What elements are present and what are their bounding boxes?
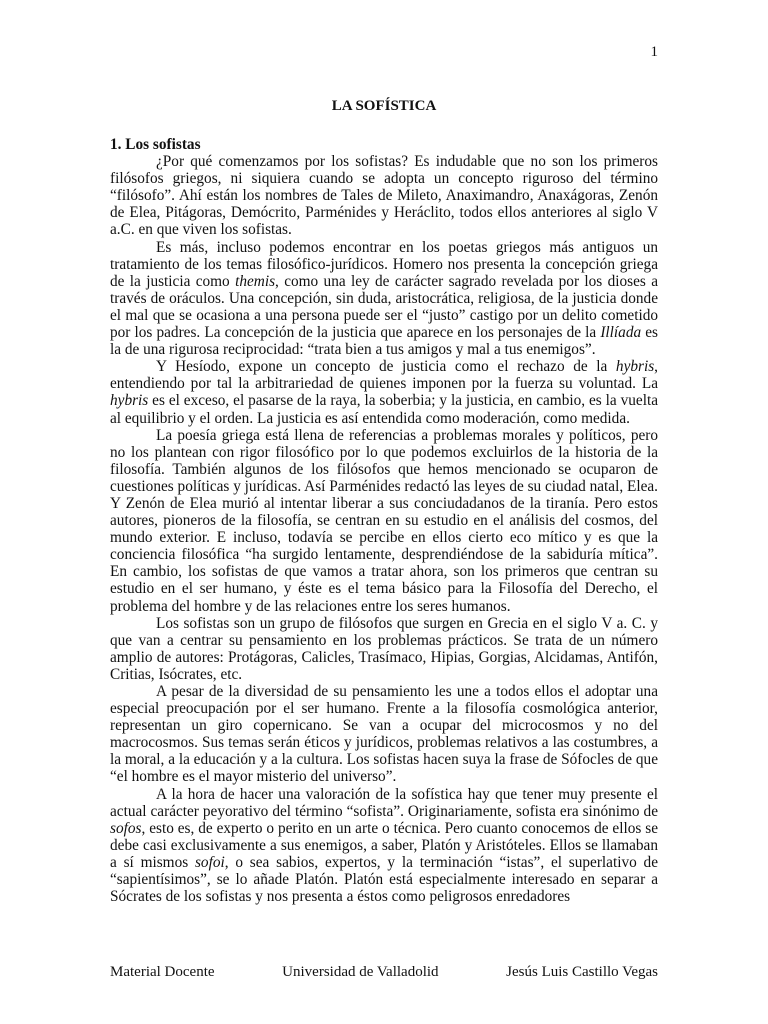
- page-number: 1: [650, 44, 658, 60]
- paragraph-7-term-sofos: sofos: [110, 819, 142, 837]
- paragraph-3-term-hybris-2: hybris: [110, 392, 149, 410]
- paragraph-6: A pesar de la diversidad de su pensamiento les une a todos ellos el adoptar una especial preocupación por el ser humano. Frente a la filosofía cosmológica anterior, representan un giro copernicano. Se van a ocupar del microcosmos y no del macrocosmos. Sus temas serán éticos y jurídicos, problemas relativos a las costumbres, a la moral, a la educación y a la cultura. Los sofistas hacen suya la frase de Sófocles de que “el hombre es el mayor misterio del universo”.: [110, 683, 658, 786]
- paragraph-3-text-a: Y Hesíodo, expone un concepto de justicia como el rechazo de la: [156, 358, 616, 376]
- paragraph-7-text-a: A la hora de hacer una valoración de la sofística hay que tener muy presente el actual carácter peyorativo del término “sofista”. Originariamente, sofista era sinónimo de: [110, 785, 658, 820]
- footer-left: Material Docente: [110, 964, 215, 980]
- document-title: LA SOFÍSTICA: [331, 98, 437, 114]
- page-footer: [110, 964, 658, 981]
- paragraph-1: ¿Por qué comenzamos por los sofistas? Es indudable que no son los primeros filósofos griegos, ni siquiera cuando se adopta un concepto riguroso del término “filósofo”. Ahí están los nombres de Tales de Mileto, Anaximandro, Anaxágoras, Zenón de Elea, Pitágoras, Demócrito, Parménides y Heráclito, todos ellos anteriores al siglo V a.C. en que viven los sofistas.: [110, 153, 658, 239]
- paragraph-2-text-c: , como una ley de carácter sagrado revelada por los dioses a través de oráculos. Una concepción, sin duda, aristocrática, religiosa, de la justicia donde el mal que se ocasiona a una persona puede ser el “justo” castigo por un delito cometido por los padres. La concepción de la justicia que aparece en los personajes de la: [110, 272, 658, 342]
- paragraph-5: Los sofistas son un grupo de filósofos que surgen en Grecia en el siglo V a. C. y que van a centrar su pensamiento en los problemas prácticos. Se trata de un número amplio de autores: Protágoras, Calicles, Trasímaco, Hipias, Gorgias, Alcidamas, Antifón, Critias, Isócrates, etc.: [110, 614, 658, 683]
- paragraph-3-term-hybris: hybris: [615, 358, 655, 376]
- paragraph-3-text-c: , entendiendo por tal la arbitrariedad de quienes imponen por la fuerza su voluntad. La: [110, 358, 658, 393]
- footer-right: Jesús Luis Castillo Vegas: [506, 964, 658, 980]
- paragraph-2: [110, 239, 658, 359]
- paragraph-7: [110, 786, 658, 906]
- paragraph-2-term-themis: themis: [235, 272, 276, 290]
- paragraph-3: [110, 358, 658, 426]
- paragraph-2-text-e: es la de una rigurosa reciprocidad: “trata bien a tus amigos y mal a tus enemigos”.: [110, 324, 658, 359]
- footer-center: Universidad de Valladolid: [282, 964, 439, 980]
- paragraph-3-text-e: es el exceso, el pasarse de la raya, la soberbia; y la justicia, en cambio, es la vuelta al equilibrio y el orden. La justicia es así entendida como moderación, como medida.: [110, 392, 658, 427]
- document-body: [110, 136, 658, 905]
- paragraph-2-term-illiada: Illíada: [600, 324, 642, 342]
- section-heading: 1. Los sofistas: [110, 136, 201, 153]
- paragraph-7-text-c: , esto es, de experto o perito en un arte o técnica. Pero cuanto conocemos de ellos se debe casi exclusivamente a sus enemigos, a saber, Platón y Aristóteles. Ellos se llamaban a sí mismos: [110, 819, 658, 871]
- paragraph-4: La poesía griega está llena de referencias a problemas morales y políticos, pero no los plantean con rigor filosófico por lo que podemos excluirlos de la historia de la filosofía. También algunos de los filósofos que hemos mencionado se ocuparon de cuestiones políticas y jurídicas. Así Parménides redactó las leyes de su ciudad natal, Elea. Y Zenón de Elea murió al intentar liberar a sus conciudadanos de la tiranía. Pero estos autores, pioneros de la filosofía, se centran en su estudio en el análisis del cosmos, del mundo exterior. E incluso, todavía se percibe en ellos cierto eco mítico y es que la conciencia filosófica “ha surgido lentamente, desprendiéndose de la sabiduría mítica”. En cambio, los sofistas de que vamos a tratar ahora, son los primeros que centran su estudio en el ser humano, y éste es el tema básico para la Filosofía del Derecho, el problema del hombre y de las relaciones entre los seres humanos.: [110, 426, 658, 615]
- paragraph-2-text-a: Es más, incluso podemos encontrar en los poetas griegos más antiguos un tratamiento de los temas filosófico-jurídicos. Homero nos presenta la concepción griega de la justicia como: [110, 238, 658, 290]
- paragraph-7-term-sofoi: sofoi: [194, 853, 225, 871]
- paragraph-7-text-e: , o sea sabios, expertos, y la terminación “istas”, el superlativo de “sapientísimos”, se lo añade Platón. Platón está especialmente interesado en separar a Sócrates de los sofistas y nos presenta a éstos como peligrosos enredadores: [110, 853, 658, 906]
